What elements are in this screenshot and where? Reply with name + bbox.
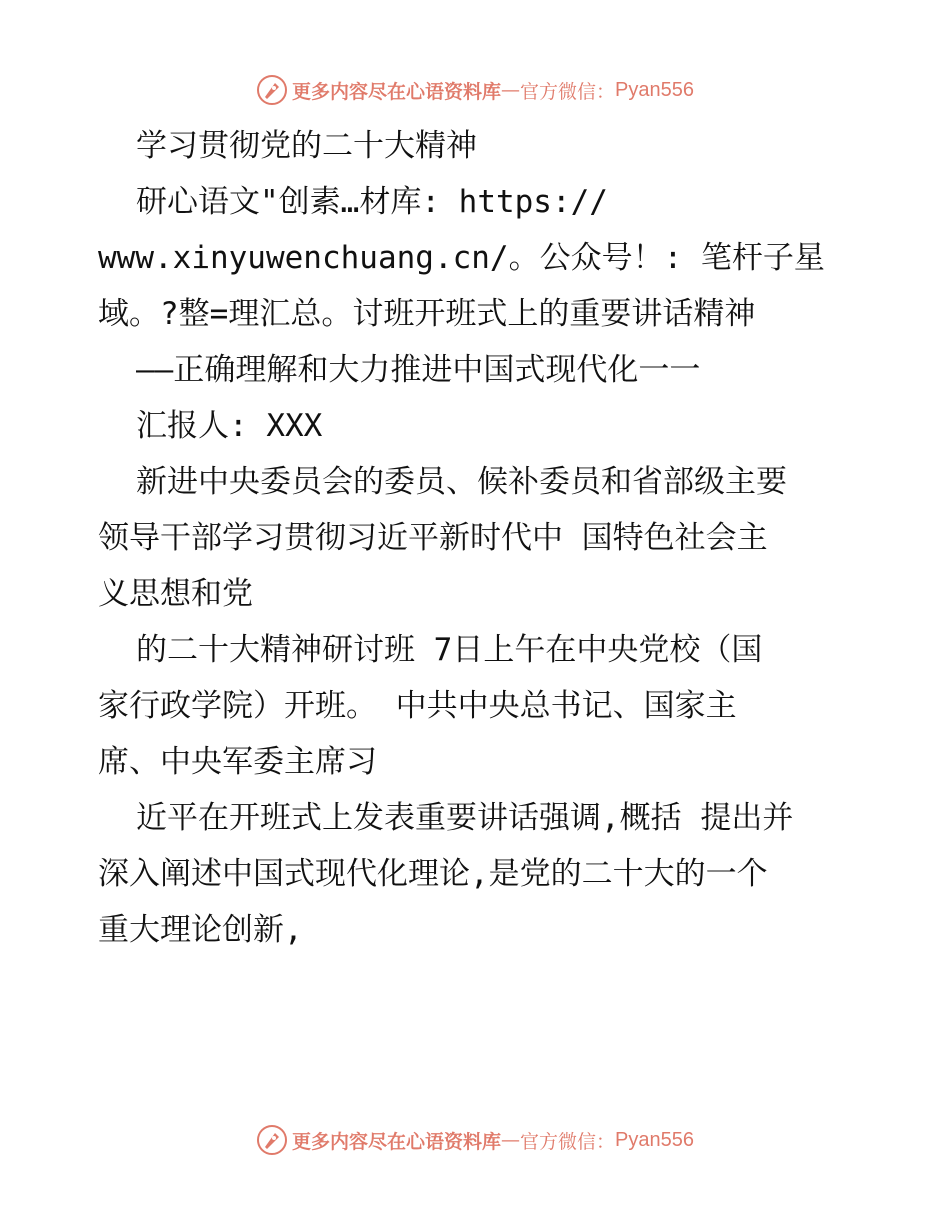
- banner-separator: —: [501, 79, 521, 101]
- text-line: 义思想和党: [98, 576, 253, 612]
- text-line: 的二十大精神研讨班 7日上午在中央党校（国: [136, 632, 763, 668]
- banner-wechat-label: 官方微信：: [520, 80, 616, 103]
- text-line: 深入阐述中国式现代化理论,是党的二十大的一个: [98, 856, 768, 892]
- text-line: 家行政学院）开班。 中共中央总书记、国家主: [98, 688, 737, 724]
- text-line: 域。?整=理汇总。讨班开班式上的重要讲话精神: [98, 296, 756, 332]
- banner-wechat-handle: Pyan556: [615, 1128, 694, 1151]
- text-line: 汇报人: XXX: [136, 408, 323, 444]
- text-line: 学习贯彻党的二十大精神: [136, 128, 477, 164]
- pen-nib-logo-icon: [256, 1124, 288, 1156]
- banner-separator: —: [501, 1129, 521, 1151]
- text-line: 领导干部学习贯彻习近平新时代中 国特色社会主: [98, 520, 768, 556]
- banner-wechat-handle: Pyan556: [615, 78, 694, 101]
- footer-banner: [0, 1120, 950, 1160]
- pen-nib-logo-icon: [256, 74, 288, 106]
- text-line: 重大理论创新,: [98, 912, 303, 948]
- text-line: 近平在开班式上发表重要讲话强调,概括 提出并: [136, 800, 794, 836]
- header-banner: [0, 70, 950, 110]
- text-line: 研心语文"创素…材库: https://: [136, 184, 608, 220]
- document-body: [98, 118, 858, 958]
- banner-wechat-label: 官方微信：: [520, 1130, 616, 1153]
- banner-brand-text: 更多内容尽在心语资料库: [292, 80, 502, 103]
- text-line: 席、中央军委主席习: [98, 744, 377, 780]
- text-line: 新进中央委员会的委员、候补委员和省部级主要: [136, 464, 787, 500]
- text-line: ——正确理解和大力推进中国式现代化一一: [136, 352, 701, 388]
- text-line: www.xinyuwenchuang.cn/。公众号！: 笔杆子星: [98, 240, 825, 276]
- banner-brand-text: 更多内容尽在心语资料库: [292, 1130, 502, 1153]
